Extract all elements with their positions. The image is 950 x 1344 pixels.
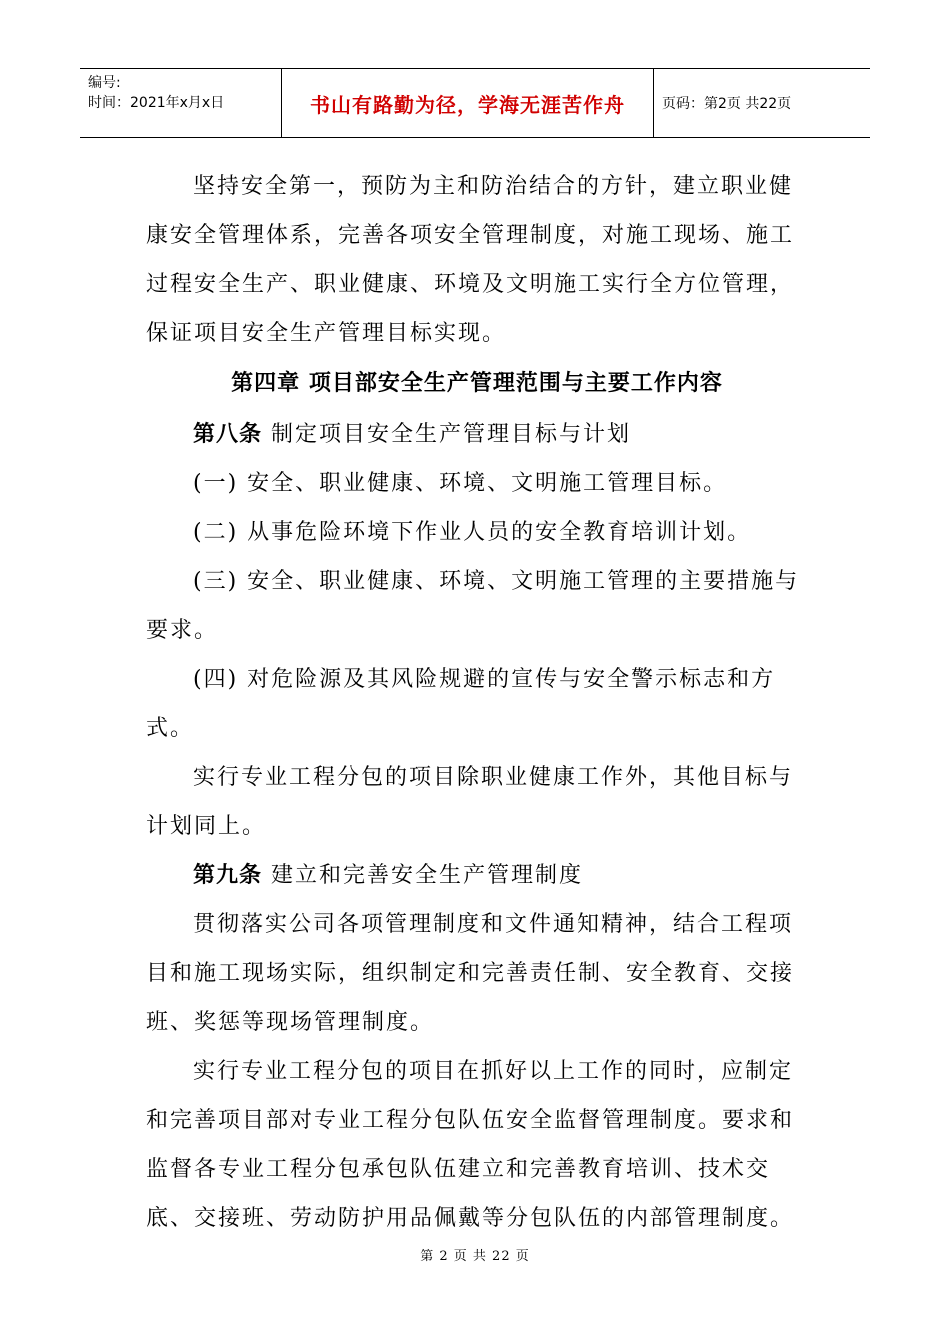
article-9-title: 建立和完善安全生产管理制度 [271, 863, 584, 888]
header-page-info: 页码：第2页 共22页 [662, 96, 792, 112]
article-8-item-1: (一) 安全、职业健康、环境、文明施工管理目标。 [193, 471, 728, 496]
article-8-heading [146, 410, 808, 459]
header-motto: 书山有路勤为径，学海无涯苦作舟 [282, 69, 654, 137]
article-9-number: 第九条 [193, 863, 263, 888]
header-meta [80, 69, 282, 137]
article-9-paragraph-1: 贯彻落实公司各项管理制度和文件通知精神，结合工程项目和施工现场实际，组织制定和完善责任制、安全教育、交接班、奖惩等现场管理制度。 [146, 912, 795, 1035]
page-footer: 第 2 页 共 22 页 [420, 1249, 530, 1264]
page-header [80, 68, 870, 138]
article-8-item-4: (四) 对危险源及其风险规避的宣传与安全警示标志和方式。 [146, 667, 776, 741]
intro-paragraph: 坚持安全第一，预防为主和防治结合的方针，建立职业健康安全管理体系，完善各项安全管理制度，对施工现场、施工过程安全生产、职业健康、环境及文明施工实行全方位管理，保证项目安全生产管理目标实现。 [146, 174, 795, 346]
article-8-item-2: (二) 从事危险环境下作业人员的安全教育培训计划。 [193, 520, 752, 545]
article-8-number: 第八条 [193, 422, 263, 447]
document-number-label: 编号: [88, 75, 121, 91]
article-9-heading [146, 851, 808, 900]
chapter-title: 第四章 项目部安全生产管理范围与主要工作内容 [231, 371, 723, 396]
article-8-item-3: (三) 安全、职业健康、环境、文明施工管理的主要措施与要求。 [146, 569, 800, 643]
article-8-note: 实行专业工程分包的项目除职业健康工作外，其他目标与计划同上。 [146, 765, 794, 839]
article-8-title: 制定项目安全生产管理目标与计划 [271, 422, 632, 447]
document-date: 时间：2021年x月x日 [88, 95, 225, 111]
article-9-paragraph-2: 实行专业工程分包的项目在抓好以上工作的同时，应制定和完善项目部对专业工程分包队伍安全监督管理制度。要求和监督各专业工程分包承包队伍建立和完善教育培训、技术交底、交接班、劳动防护用品佩戴等分包队伍的内部管理制度。 [146, 1059, 795, 1231]
document-body [146, 162, 808, 1243]
